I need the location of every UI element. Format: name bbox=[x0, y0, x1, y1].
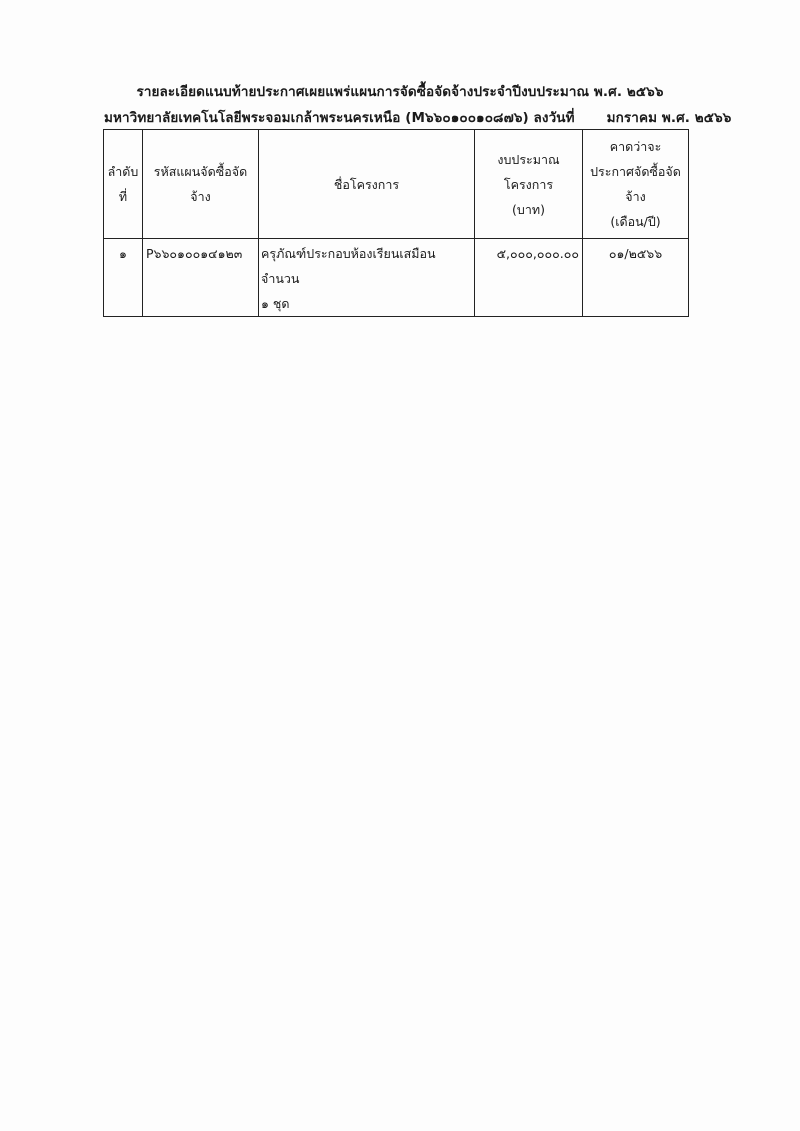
header-project-name bbox=[259, 130, 475, 239]
header-seq-line2: ที่ bbox=[118, 189, 128, 204]
header-code-line2: จ้าง bbox=[190, 189, 211, 204]
header-period-line4: (เดือน/ปี) bbox=[610, 214, 661, 229]
table-row bbox=[104, 239, 689, 317]
cell-seq: ๑ bbox=[104, 239, 143, 317]
procurement-plan-table bbox=[103, 129, 689, 317]
header-period-line3: จ้าง bbox=[625, 189, 646, 204]
document-title-line2 bbox=[104, 106, 731, 128]
header-name-text: ชื่อโครงการ bbox=[333, 176, 400, 192]
header-period-line1: คาดว่าจะ bbox=[609, 139, 662, 154]
header-budget-line2: โครงการ bbox=[503, 176, 554, 192]
header-seq bbox=[104, 130, 143, 239]
header-code-line1: รหัสแผนจัดซื้อจัด bbox=[153, 164, 248, 179]
header-budget-line1: งบประมาณ bbox=[497, 151, 560, 167]
organization-and-date-label: มหาวิทยาลัยเทคโนโลยีพระจอมเกล้าพระนครเหนือ (M๖๖๐๑๐๐๑๐๘๗๖) ลงวันที่ bbox=[104, 110, 575, 126]
header-plan-code bbox=[143, 130, 259, 239]
cell-budget: ๕,๐๐๐,๐๐๐.๐๐ bbox=[475, 239, 583, 317]
header-budget bbox=[475, 130, 583, 239]
cell-plan-code: P๖๖๐๑๐๐๑๔๑๒๓ bbox=[143, 239, 259, 317]
project-name-line1: ครุภัณฑ์ประกอบห้องเรียนเสมือน จำนวน bbox=[261, 246, 436, 286]
cell-expected-period: ๐๑/๒๕๖๖ bbox=[583, 239, 689, 317]
table-header-row bbox=[104, 130, 689, 239]
header-seq-line1: ลำดับ bbox=[107, 164, 139, 179]
header-expected-announcement bbox=[583, 130, 689, 239]
cell-project-name bbox=[259, 239, 475, 317]
announcement-month-year: มกราคม พ.ศ. ๒๕๖๖ bbox=[606, 110, 732, 126]
header-budget-line3: (บาท) bbox=[512, 201, 545, 217]
document-title-line1: รายละเอียดแนบท้ายประกาศเผยแพร่แผนการจัดซื้อจัดจ้างประจำปีงบประมาณ พ.ศ. ๒๕๖๖ bbox=[136, 84, 664, 100]
project-name-line2: ๑ ชุด bbox=[261, 296, 290, 311]
header-period-line2: ประกาศจัดซื้อจัด bbox=[590, 164, 681, 179]
